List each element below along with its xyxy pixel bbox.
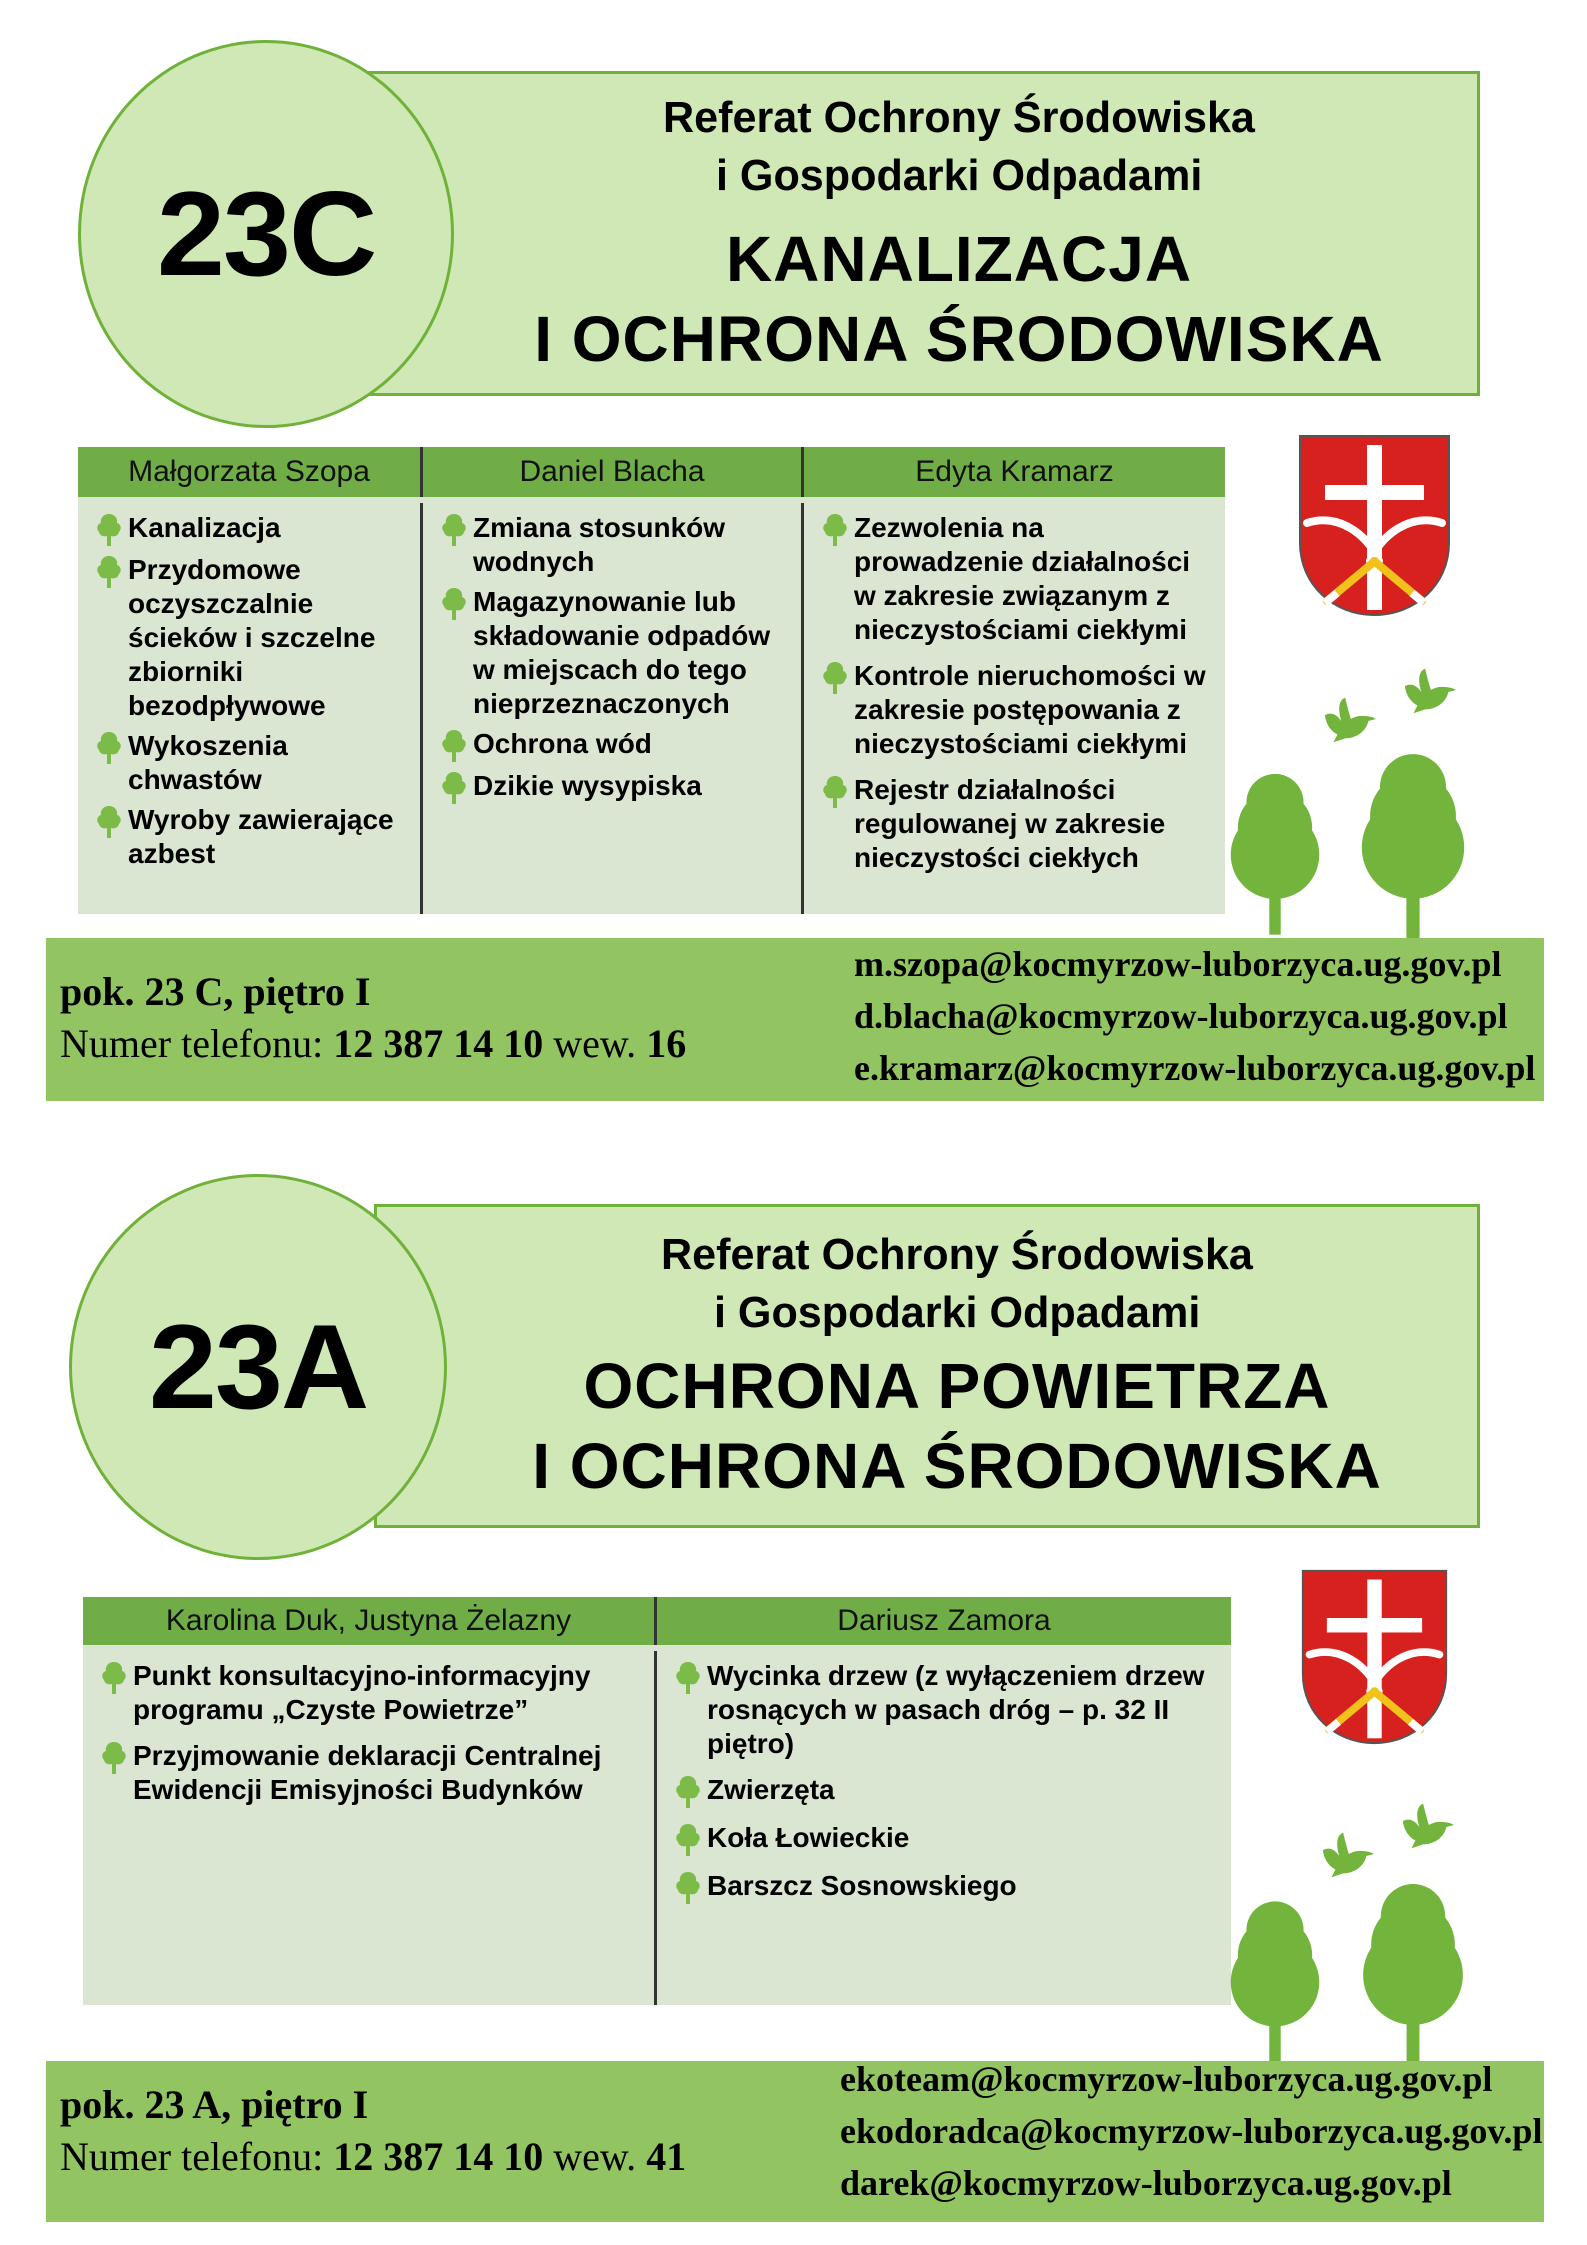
section-title-line1: KANALIZACJA <box>725 222 1193 295</box>
room-location: pok. 23 C, piętro I <box>60 969 371 1014</box>
table-header-cell: Karolina Duk, Justyna Żelazny <box>83 1597 657 1645</box>
bird-icon <box>1398 1800 1456 1852</box>
email-link[interactable]: m.szopa@kocmyrzow-luborzyca.ug.gov.pl <box>854 944 1502 984</box>
tree-icon <box>435 729 473 763</box>
coat-of-arms-icon <box>1297 1568 1452 1746</box>
email-link[interactable]: ekodoradca@kocmyrzow-luborzyca.ug.gov.pl <box>840 2111 1543 2151</box>
list-item: Dzikie wysypiska <box>435 769 791 805</box>
tree-icon <box>95 1741 133 1775</box>
table-header-row <box>83 1597 1231 1645</box>
department-name-line1: Referat Ochrony Środowiska <box>661 1230 1253 1279</box>
list-item: Wykoszenia chwastów <box>90 729 410 797</box>
department-name-line2: i Gospodarki Odpadami <box>713 1288 1201 1337</box>
tree-icon <box>95 1661 133 1695</box>
tree-icon <box>435 771 473 805</box>
list-item: Przydomowe oczyszczalnie ścieków i szczelne zbiorniki bezodpływowe <box>90 553 410 723</box>
email-list <box>840 2053 1542 2209</box>
tree-icon <box>435 513 473 547</box>
tree-icon <box>669 1661 707 1695</box>
department-name-line1: Referat Ochrony Środowiska <box>663 92 1255 142</box>
tree-icon <box>90 731 128 765</box>
bird-icon <box>1320 695 1378 745</box>
tree-icon <box>816 513 854 547</box>
tree-icon <box>90 513 128 547</box>
section-2-responsibilities-table <box>83 1597 1231 2005</box>
room-badge-circle <box>69 1174 447 1560</box>
table-header-cell: Małgorzata Szopa <box>78 447 423 497</box>
section-title-line2: I OCHRONA ŚRODOWISKA <box>532 1430 1382 1502</box>
list-item: Magazynowanie lub składowanie odpadów w miejscach do tego nieprzeznaczonych <box>435 585 791 721</box>
tree-icon <box>669 1775 707 1809</box>
room-badge-number: 23A <box>148 1300 368 1434</box>
section-1-contact-band <box>46 938 1544 1101</box>
email-link[interactable]: darek@kocmyrzow-luborzyca.ug.gov.pl <box>840 2163 1452 2203</box>
list-item: Przyjmowanie deklaracji Centralnej Ewidencji Emisyjności Budynków <box>95 1739 644 1807</box>
phone-extension: 41 <box>646 2134 687 2179</box>
tree-icon <box>1345 750 1481 940</box>
tree-icon <box>90 805 128 839</box>
table-header-cell: Edyta Kramarz <box>915 455 1114 488</box>
coat-of-arms-icon <box>1297 433 1452 618</box>
phone-number[interactable]: 12 387 14 10 <box>333 1021 544 1066</box>
tree-icon <box>669 1871 707 1905</box>
table-column <box>78 503 423 914</box>
email-list <box>854 938 1535 1094</box>
table-header-cell: Dariusz Zamora <box>837 1604 1051 1637</box>
list-item: Wyroby zawierające azbest <box>90 803 410 871</box>
section-2-contact-band <box>46 2061 1544 2222</box>
table-column <box>423 503 804 914</box>
tree-icon <box>816 661 854 695</box>
list-item: Barszcz Sosnowskiego <box>669 1869 1221 1905</box>
section-title-line2: I OCHRONA ŚRODOWISKA <box>534 302 1384 375</box>
room-badge-number: 23C <box>156 167 376 301</box>
section-title-line1: OCHRONA POWIETRZA <box>583 1350 1331 1422</box>
table-header-row <box>78 447 1225 497</box>
department-name-line2: i Gospodarki Odpadami <box>715 150 1203 200</box>
phone-line: Numer telefonu: 12 387 14 10 wew. 16 <box>60 1021 687 1066</box>
tree-icon <box>1225 1895 1325 2065</box>
phone-extension: 16 <box>646 1021 687 1066</box>
tree-icon <box>1225 765 1325 940</box>
section-1-header-banner <box>368 71 1480 396</box>
tree-icon <box>435 587 473 621</box>
list-item: Punkt konsultacyjno-informacyjny programu „Czyste Powietrze” <box>95 1659 644 1727</box>
phone-number[interactable]: 12 387 14 10 <box>333 2134 544 2179</box>
table-column <box>83 1651 657 2005</box>
list-item: Zezwolenia na prowadzenie działalności w zakresie związanym z nieczystościami ciekłymi <box>816 511 1215 647</box>
tree-icon <box>669 1823 707 1857</box>
tree-icon <box>816 775 854 809</box>
list-item: Koła Łowieckie <box>669 1821 1221 1857</box>
bird-icon <box>1318 1830 1376 1880</box>
section-1-responsibilities-table <box>78 447 1225 914</box>
phone-line: Numer telefonu: 12 387 14 10 wew. 41 <box>60 2134 687 2179</box>
room-location: pok. 23 A, piętro I <box>60 2082 369 2127</box>
list-item: Zmiana stosunków wodnych <box>435 511 791 579</box>
tree-icon <box>90 555 128 589</box>
list-item: Wycinka drzew (z wyłączeniem drzew rosnących w pasach dróg – p. 32 II piętro) <box>669 1659 1221 1761</box>
email-link[interactable]: e.kramarz@kocmyrzow-luborzyca.ug.gov.pl <box>854 1048 1536 1088</box>
list-item: Kontrole nieruchomości w zakresie postępowania z nieczystościami ciekłymi <box>816 659 1215 761</box>
email-link[interactable]: ekoteam@kocmyrzow-luborzyca.ug.gov.pl <box>840 2059 1493 2099</box>
table-header-cell: Daniel Blacha <box>423 447 804 497</box>
list-item: Ochrona wód <box>435 727 791 763</box>
section-2-header-banner <box>374 1204 1480 1528</box>
room-badge-circle <box>78 40 454 428</box>
tree-icon <box>1345 1880 1481 2065</box>
email-link[interactable]: d.blacha@kocmyrzow-luborzyca.ug.gov.pl <box>854 996 1508 1036</box>
bird-icon <box>1400 665 1458 717</box>
list-item: Zwierzęta <box>669 1773 1221 1809</box>
table-column <box>804 503 1225 914</box>
list-item: Rejestr działalności regulowanej w zakresie nieczystości ciekłych <box>816 773 1215 875</box>
list-item: Kanalizacja <box>90 511 410 547</box>
table-column <box>657 1651 1231 2005</box>
